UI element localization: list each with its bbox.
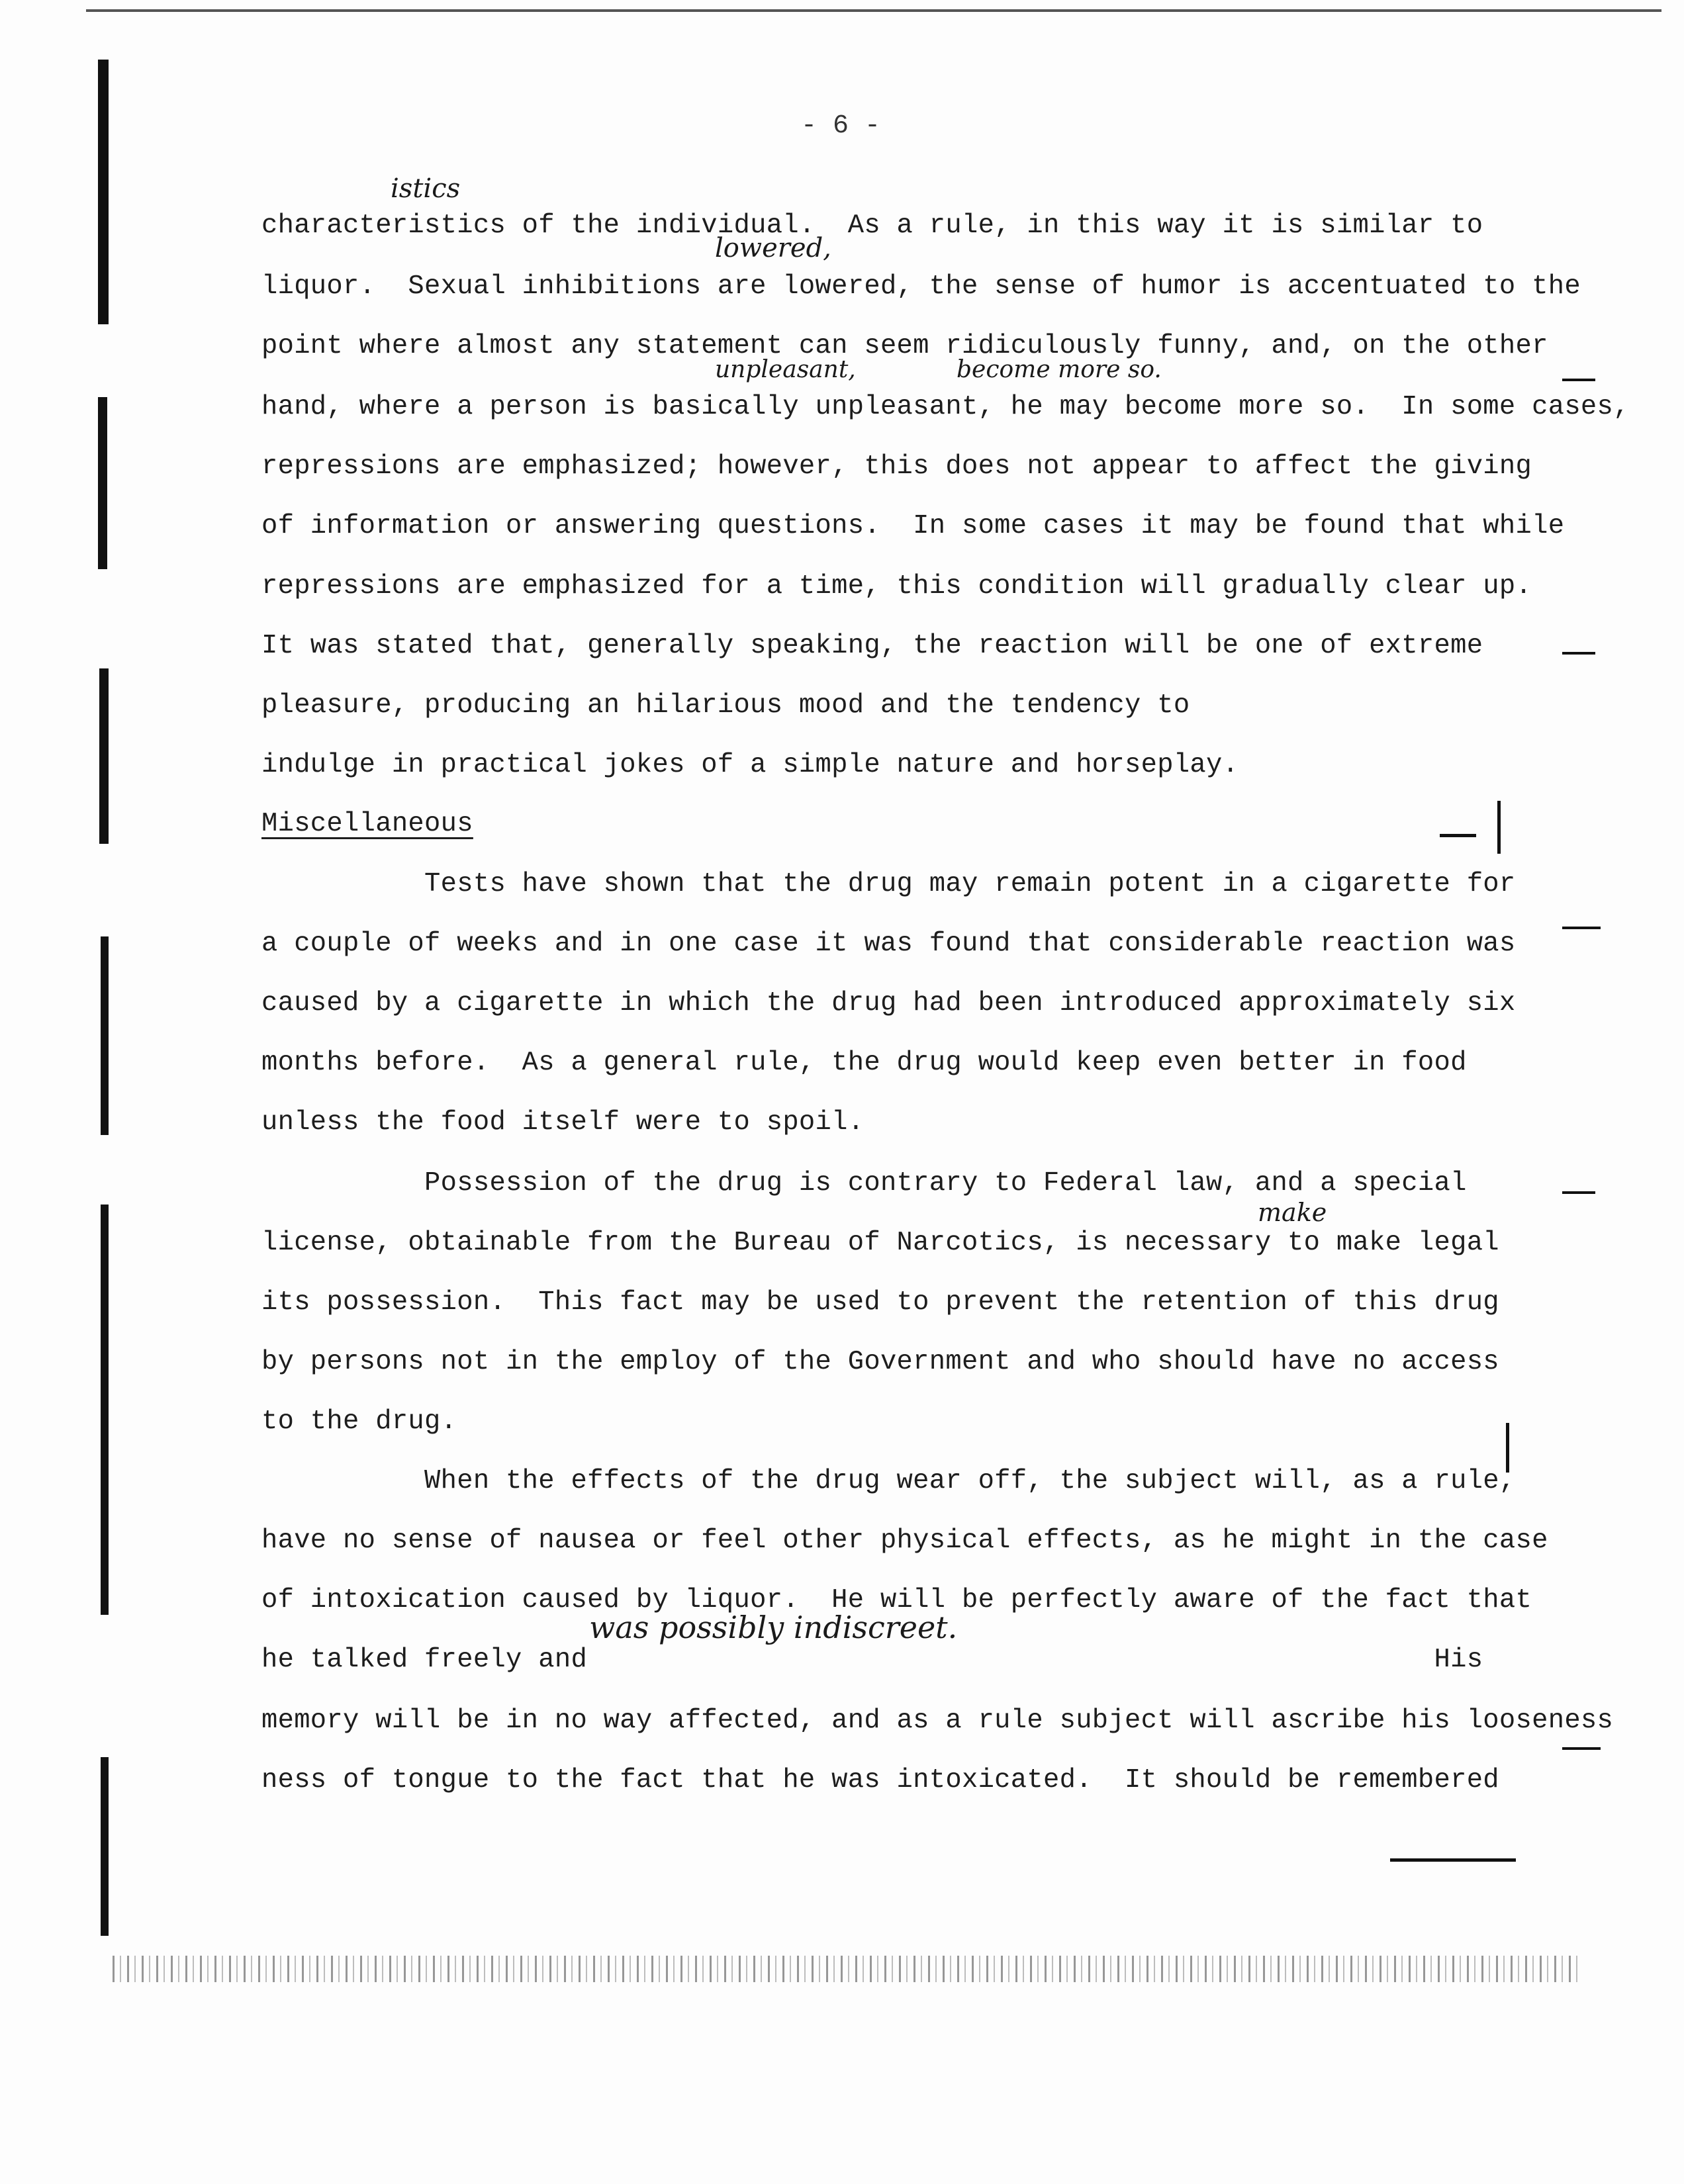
text-line: repressions are emphasized; however, this does not appear to affect the giving — [261, 451, 1532, 482]
text-line: months before. As a general rule, the drug would keep even better in food — [261, 1048, 1467, 1078]
margin-bar — [98, 397, 107, 569]
text-line: Possession of the drug is contrary to Federal law, and a special — [261, 1168, 1467, 1199]
top-rule — [86, 9, 1661, 12]
handwritten-correction: lowered, — [715, 233, 831, 263]
edit-mark — [1506, 1423, 1509, 1473]
handwritten-correction: unpleasant, — [715, 356, 856, 383]
edit-mark — [1497, 801, 1501, 854]
text-line: license, obtainable from the Bureau of Narcotics, is necessary to make legal — [261, 1228, 1499, 1258]
text-line: have no sense of nausea or feel other physical effects, as he might in the case — [261, 1525, 1548, 1556]
text-line: hand, where a person is basically unpleasant, he may become more so. In some cases, — [261, 392, 1630, 422]
margin-bar — [101, 1757, 109, 1936]
text-line: by persons not in the employ of the Government and who should have no access — [261, 1347, 1499, 1377]
text-line: pleasure, producing an hilarious mood and the tendency to — [261, 690, 1190, 721]
text-line: he talked freely and His — [261, 1645, 1483, 1675]
right-margin-mark — [1562, 379, 1595, 381]
text-line: its possession. This fact may be used to prevent the retention of this drug — [261, 1287, 1499, 1318]
section-heading: Miscellaneous — [261, 809, 473, 839]
scan-edge-noise — [113, 1956, 1582, 1982]
margin-bar — [101, 1205, 109, 1615]
page-number: - 6 - — [801, 111, 881, 141]
handwritten-correction: istics — [391, 173, 461, 204]
text-line: point where almost any statement can seem ridiculously funny, and, on the other — [261, 331, 1548, 361]
text-line: memory will be in no way affected, and as a rule subject will ascribe his looseness — [261, 1706, 1614, 1736]
margin-bar — [99, 668, 109, 844]
text-line: unless the food itself were to spoil. — [261, 1107, 865, 1138]
text-line: ness of tongue to the fact that he was intoxicated. It should be remembered — [261, 1765, 1499, 1796]
margin-bar — [101, 936, 109, 1135]
text-line: liquor. Sexual inhibitions are lowered, the sense of humor is accentuated to the — [261, 271, 1581, 302]
text-line: to the drug. — [261, 1406, 457, 1437]
edit-mark — [1440, 834, 1476, 837]
text-line: It was stated that, generally speaking, the reaction will be one of extreme — [261, 631, 1483, 661]
text-line: a couple of weeks and in one case it was found that considerable reaction was — [261, 929, 1516, 959]
text-line: repressions are emphasized for a time, this condition will gradually clear up. — [261, 571, 1532, 602]
text-line: of information or answering questions. In some cases it may be found that while — [261, 511, 1565, 541]
margin-bar — [98, 60, 109, 324]
right-margin-mark — [1562, 1747, 1601, 1750]
handwritten-correction: make — [1258, 1198, 1327, 1227]
right-margin-mark — [1562, 927, 1601, 929]
handwritten-correction: become more so. — [957, 356, 1162, 383]
text-line: characteristics of the individual. As a rule, in this way it is similar to — [261, 210, 1483, 241]
handwritten-correction: was possibly indiscreet. — [589, 1610, 958, 1645]
text-line: indulge in practical jokes of a simple nature and horseplay. — [261, 750, 1239, 780]
right-margin-mark — [1562, 1191, 1595, 1194]
text-line: caused by a cigarette in which the drug had been introduced approximately six — [261, 988, 1516, 1019]
text-line: Tests have shown that the drug may remain potent in a cigarette for — [261, 869, 1516, 899]
text-line: of intoxication caused by liquor. He will be perfectly aware of the fact that — [261, 1585, 1532, 1615]
right-margin-mark — [1562, 652, 1595, 655]
underline-rule — [1390, 1858, 1516, 1862]
text-line: When the effects of the drug wear off, the subject will, as a rule, — [261, 1466, 1516, 1496]
